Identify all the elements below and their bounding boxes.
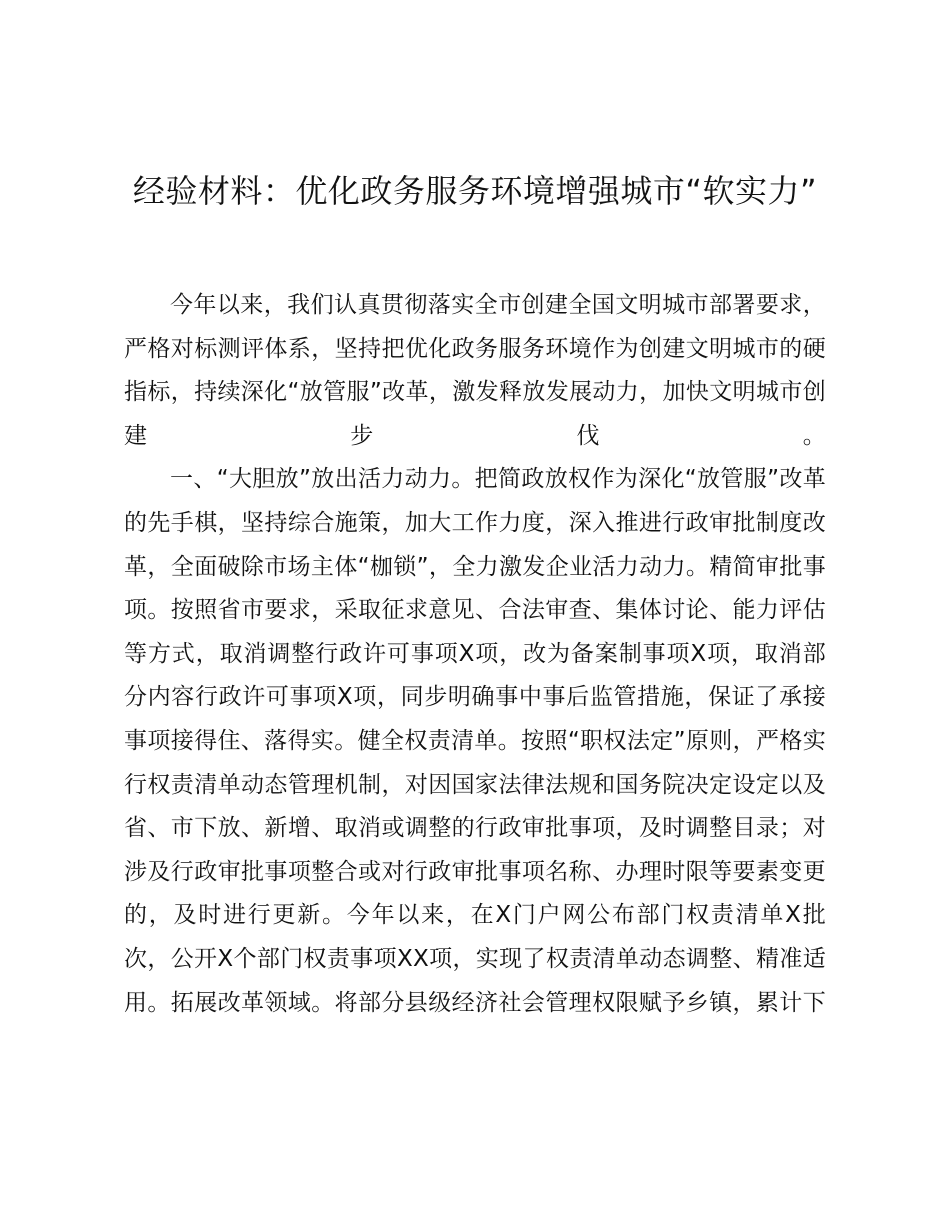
paragraph-section-1: 一、“大胆放”放出活力动力。把简政放权作为深化“放管服”改革的先手棋，坚持综合施策，加大工作力度，深入推进行政审批制度改革，全面破除市场主体“枷锁”，全力激发企业活力动力。精简审批事项。按照省市要求，采取征求意见、合法审查、集体讨论、能力评估等方式，取消调整行政许可事项X项，改为备案制事项X项，取消部分内容行政许可事项X项，同步明确事中事后监管措施，保证了承接事项接得住、落得实。健全权责清单。按照“职权法定”原则，严格实行权责清单动态管理机制，对因国家法律法规和国务院决定设定以及省、市下放、新增、取消或调整的行政审批事项，及时调整目录；对涉及行政审批事项整合或对行政审批事项名称、办理时限等要素变更的，及时进行更新。今年以来，在X门户网公布部门权责清单X批次，公开X个部门权责事项XX项，实现了权责清单动态调整、精准适用。拓展改革领域。将部分县级经济社会管理权限赋予乡镇，累计下 <box>124 466 826 1016</box>
document-body <box>124 284 826 1025</box>
document-title: 经验材料：优化政务服务环境增强城市“软实力” <box>132 172 818 210</box>
paragraph-intro: 今年以来，我们认真贯彻落实全市创建全国文明城市部署要求，严格对标测评体系，坚持把优化政务服务环境作为创建文明城市的硬指标，持续深化“放管服”改革，激发释放发展动力，加快文明城市创建步伐。 <box>124 292 826 449</box>
